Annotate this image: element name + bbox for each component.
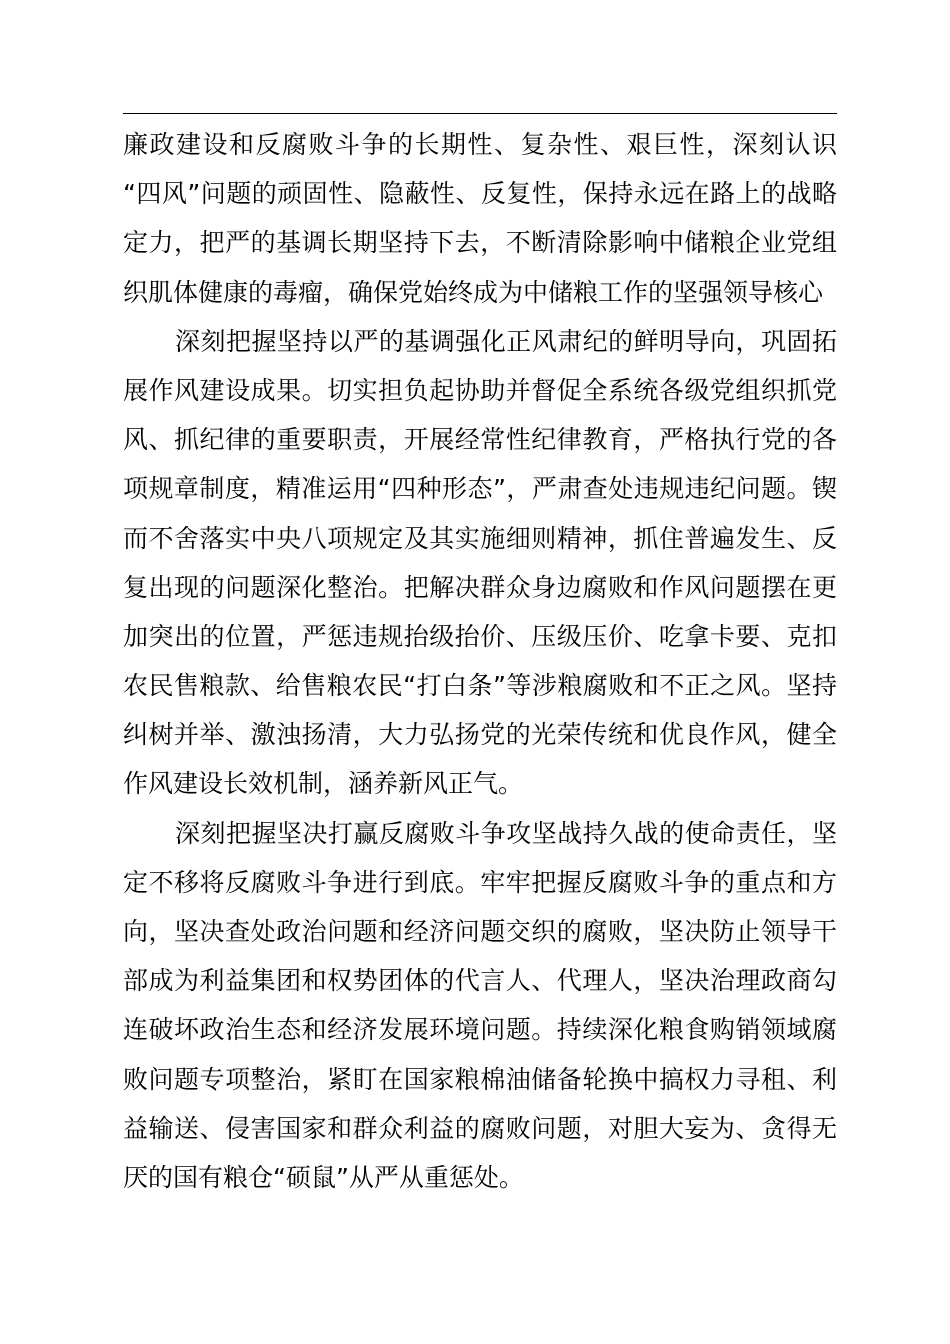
text-line: 而不舍落实中央八项规定及其实施细则精神，抓住普遍发生、反 xyxy=(123,523,837,553)
text-line: 织肌体健康的毒瘤，确保党始终成为中储粮工作的坚强领导核心 xyxy=(123,277,824,307)
text-line: “四风”问题的顽固性、隐蔽性、反复性，保持永远在路上的战略 xyxy=(123,179,837,209)
text-line: 益输送、侵害国家和群众利益的腐败问题，对胆大妄为、贪得无 xyxy=(123,1113,837,1143)
text-line: 深刻把握坚持以严的基调强化正风肃纪的鲜明导向，巩固拓 xyxy=(175,326,837,356)
text-line: 风、抓纪律的重要职责，开展经常性纪律教育，严格执行党的各 xyxy=(123,425,837,455)
text-line: 加突出的位置，严惩违规抬级抬价、压级压价、吃拿卡要、克扣 xyxy=(123,621,837,651)
paragraph xyxy=(123,120,837,317)
text-line: 定不移将反腐败斗争进行到底。牢牢把握反腐败斗争的重点和方 xyxy=(123,867,837,897)
text-line: 部成为利益集团和权势团体的代言人、代理人，坚决治理政商勾 xyxy=(123,966,837,996)
text-line: 项规章制度，精准运用“四种形态”，严肃查处违规违纪问题。锲 xyxy=(123,474,837,504)
text-line: 连破坏政治生态和经济发展环境问题。持续深化粮食购销领域腐 xyxy=(123,1015,837,1045)
text-line: 作风建设长效机制，涵养新风正气。 xyxy=(123,769,524,799)
text-line: 向，坚决查处政治问题和经济问题交织的腐败，坚决防止领导干 xyxy=(123,917,837,946)
paragraph xyxy=(123,317,837,809)
paragraph xyxy=(123,809,837,1203)
text-line: 农民售粮款、给售粮农民“打白条”等涉粮腐败和不正之风。坚持 xyxy=(123,671,837,701)
text-line: 深刻把握坚决打赢反腐败斗争攻坚战持久战的使命责任，坚 xyxy=(175,818,837,848)
text-line: 复出现的问题深化整治。把解决群众身边腐败和作风问题摆在更 xyxy=(123,572,837,602)
text-line: 廉政建设和反腐败斗争的长期性、复杂性、艰巨性，深刻认识 xyxy=(123,130,837,159)
text-line: 败问题专项整治，紧盯在国家粮棉油储备轮换中搞权力寻租、利 xyxy=(123,1064,837,1094)
text-line: 展作风建设成果。切实担负起协助并督促全系统各级党组织抓党 xyxy=(123,375,837,405)
header-rule xyxy=(123,113,837,114)
text-line: 厌的国有粮仓“硕鼠”从严从重惩处。 xyxy=(123,1162,524,1192)
document-body xyxy=(123,120,837,1202)
text-line: 定力，把严的基调长期坚持下去，不断清除影响中储粮企业党组 xyxy=(123,228,837,258)
text-line: 纠树并举、激浊扬清，大力弘扬党的光荣传统和优良作风，健全 xyxy=(123,720,837,750)
